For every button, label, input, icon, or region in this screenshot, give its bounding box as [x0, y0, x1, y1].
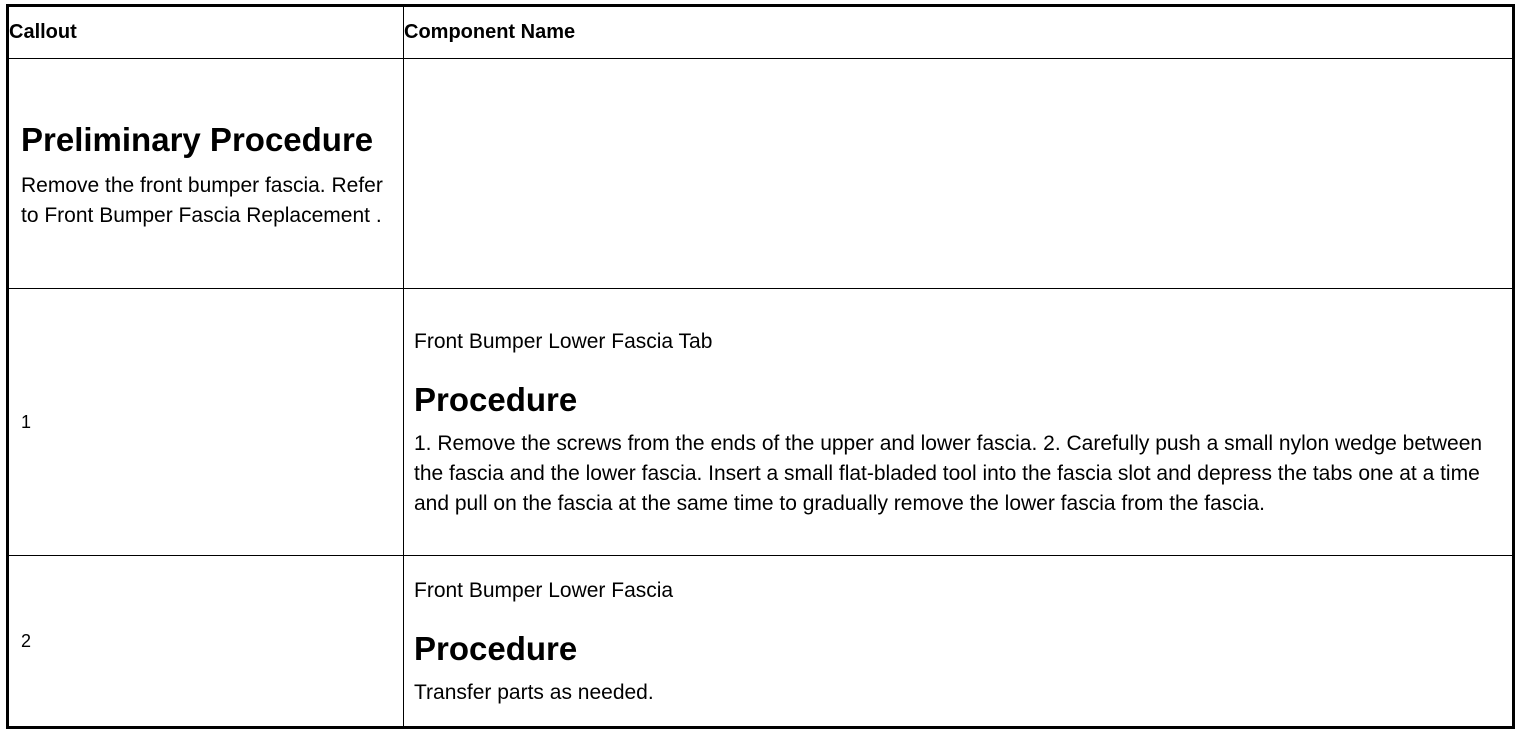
header-row	[8, 6, 1514, 59]
preliminary-procedure-cell	[8, 59, 404, 289]
component-name: Front Bumper Lower Fascia Tab	[414, 329, 713, 353]
procedure-text: 1. Remove the screws from the ends of the upper and lower fascia. 2. Carefully push a small nylon wedge between the fascia and the lower fascia. Insert a small flat-bladed tool into the fascia slot and depress the tabs one at a time and pull on the fascia at the same time to gradually remove the lower fascia from the fascia.	[414, 431, 1483, 515]
callout-number: 2	[8, 556, 404, 728]
table-row	[8, 556, 1514, 728]
component-name-column-header: Component Name	[404, 6, 1514, 59]
preliminary-procedure-heading: Preliminary Procedure	[21, 120, 374, 158]
table-row	[8, 289, 1514, 556]
callout-number: 1	[8, 289, 404, 556]
preliminary-procedure-text: Remove the front bumper fascia. Refer to Front Bumper Fascia Replacement .	[21, 173, 383, 227]
procedure-heading: Procedure	[414, 629, 578, 667]
component-cell	[404, 289, 1514, 556]
component-cell	[404, 556, 1514, 728]
procedure-heading: Procedure	[414, 380, 578, 418]
preliminary-row	[8, 59, 1514, 289]
procedure-text: Transfer parts as needed.	[414, 680, 654, 704]
preliminary-empty-cell	[404, 59, 1514, 289]
component-name: Front Bumper Lower Fascia	[414, 578, 674, 602]
component-table	[6, 4, 1515, 729]
callout-column-header: Callout	[8, 6, 404, 59]
